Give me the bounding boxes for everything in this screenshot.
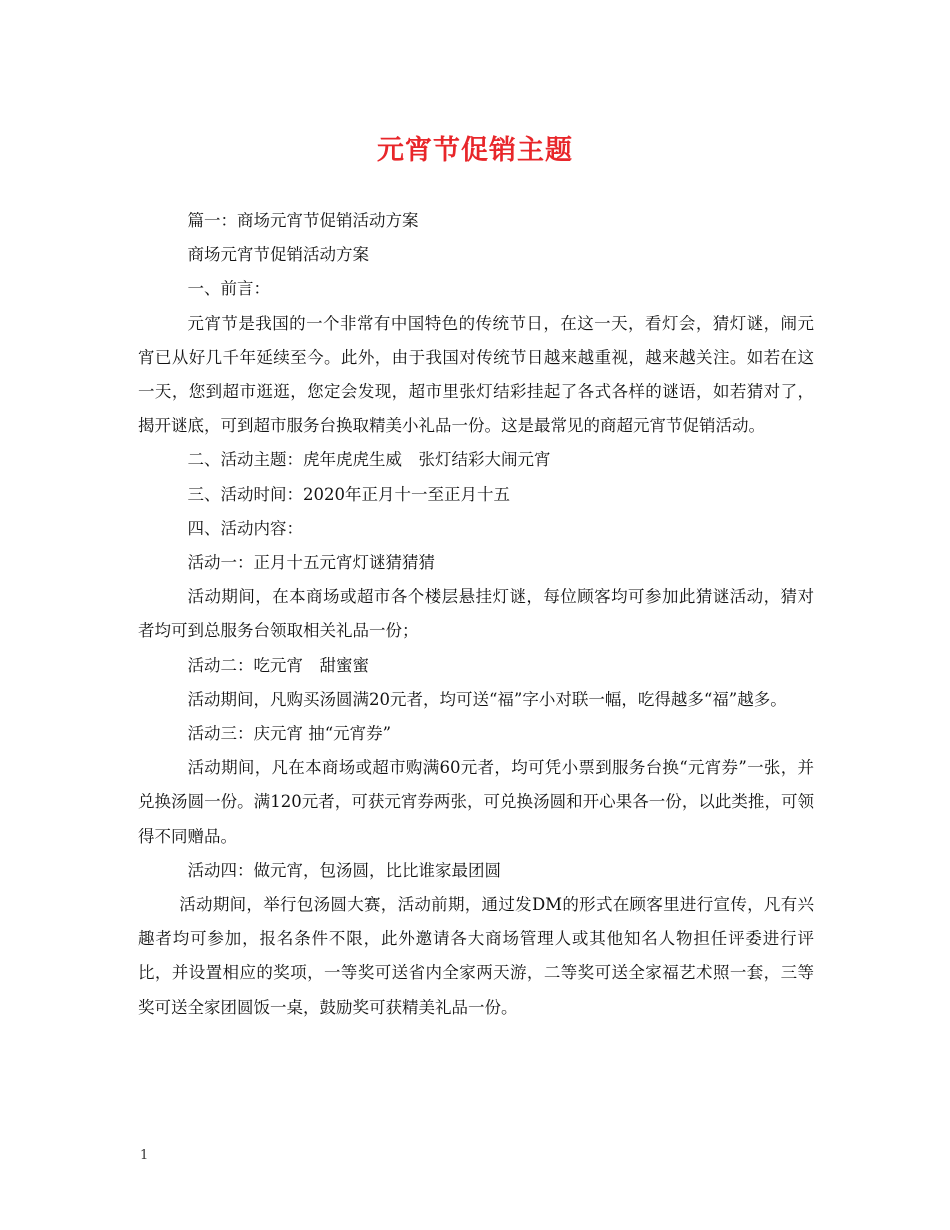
paragraph-section-time: 三、活动时间：2020年正月十一至正月十五 bbox=[187, 484, 510, 504]
paragraph-preface-body: 元宵节是我国的一个非常有中国特色的传统节日，在这一天，看灯会，猜灯谜，闹元宵已从好几千年延续至今。此外，由于我国对传统节日越来越重视，越来越关注。如若在这一天，您到超市逛逛，您定会发现，超市里张灯结彩挂起了各式各样的谜语，如若猜对了，揭开谜底，可到超市服务台换取精美小礼品一份。这是最常见的商超元宵节促销活动。 bbox=[138, 313, 814, 436]
document-title: 元宵节促销主题 bbox=[377, 135, 573, 166]
paragraph-activity-2-heading: 活动二：吃元宵 甜蜜蜜 bbox=[187, 655, 369, 675]
paragraph-activity-3-heading: 活动三：庆元宵 抽“元宵券” bbox=[187, 724, 392, 744]
paragraph-activity-2-body: 活动期间，凡购买汤圆满20元者，均可送“福”字小对联一幅，吃得越多“福”越多。 bbox=[187, 689, 787, 709]
paragraph-activity-1-heading: 活动一：正月十五元宵灯谜猜猜猜 bbox=[187, 553, 435, 573]
paragraph-section-content: 四、活动内容： bbox=[187, 518, 303, 538]
paragraph-section-preface: 一、前言： bbox=[187, 279, 270, 299]
paragraph-activity-4-heading: 活动四：做元宵，包汤圆，比比谁家最团圆 bbox=[187, 860, 501, 880]
document-body bbox=[138, 204, 814, 1025]
paragraph-activity-1-body: 活动期间，在本商场或超市各个楼层悬挂灯谜，每位顾客均可参加此猜谜活动，猜对者均可到总服务台领取相关礼品一份； bbox=[138, 587, 814, 641]
paragraph-subtitle: 商场元宵节促销活动方案 bbox=[187, 245, 369, 265]
paragraph-chapter-heading: 篇一：商场元宵节促销活动方案 bbox=[187, 211, 419, 230]
page-number: 1 bbox=[140, 1148, 149, 1163]
paragraph-activity-3-body: 活动期间，凡在本商场或超市购满60元者，均可凭小票到服务台换“元宵券”一张，并兑换汤圆一份。满120元者，可获元宵券两张，可兑换汤圆和开心果各一份，以此类推，可领得不同赠品。 bbox=[138, 758, 814, 846]
paragraph-activity-4-body: 活动期间，举行包汤圆大赛，活动前期，通过发DM的形式在顾客里进行宣传，凡有兴趣者均可参加，报名条件不限，此外邀请各大商场管理人或其他知名人物担任评委进行评比，并设置相应的奖项，一等奖可送省内全家两天游，二等奖可送全家福艺术照一套，三等奖可送全家团圆饭一桌，鼓励奖可获精美礼品一份。 bbox=[138, 895, 814, 1017]
paragraph-section-theme: 二、活动主题：虎年虎虎生威 张灯结彩大闹元宵 bbox=[187, 450, 551, 470]
